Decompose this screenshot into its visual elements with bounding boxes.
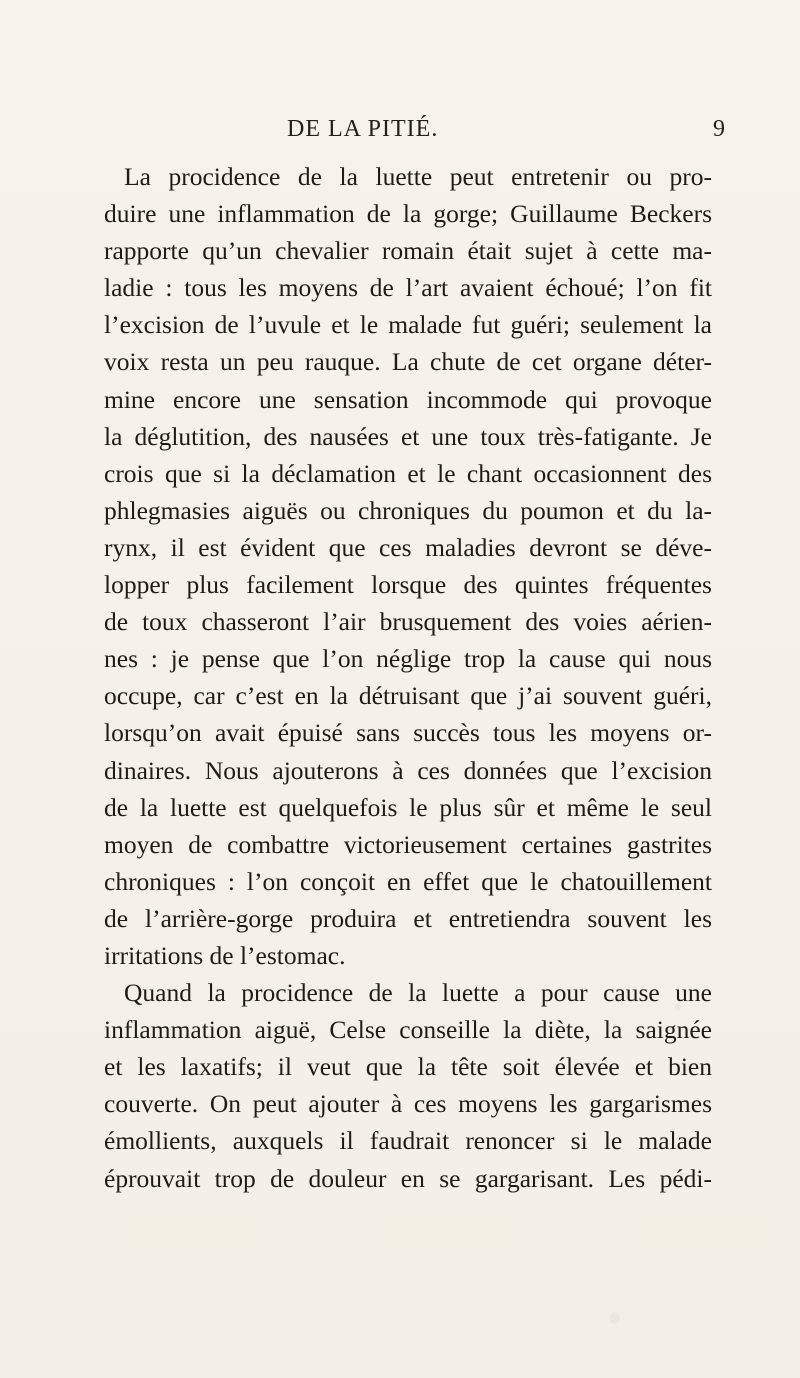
text-line: lopper plus facilement lorsque des quintes fréquentes <box>104 570 712 600</box>
text-line: la déglutition, des nausées et une toux très-fatigante. Je <box>104 421 712 451</box>
text-line: de l’arrière-gorge produira et entretiendra souvent les <box>104 903 712 933</box>
text-line: duire une inflammation de la gorge; Guillaume Beckers <box>104 199 712 229</box>
text-line: ladie : tous les moyens de l’art avaient échoué; l’on fit <box>104 273 712 303</box>
paragraph-1 <box>104 158 712 974</box>
text-line: crois que si la déclamation et le chant occasionnent des <box>104 458 712 488</box>
paper-spot <box>610 1312 620 1324</box>
text-line: Quand la procidence de la luette a pour cause une <box>124 978 712 1008</box>
text-line: couverte. On peut ajouter à ces moyens les gargarismes <box>104 1089 712 1119</box>
text-line: l’excision de l’uvule et le malade fut guéri; seulement la <box>104 310 712 340</box>
text-line: émollients, auxquels il faudrait renoncer si le malade <box>104 1126 712 1156</box>
text-line: occupe, car c’est en la détruisant que j’ai souvent guéri, <box>104 681 712 711</box>
text-line: mine encore une sensation incommode qui provoque <box>104 384 712 414</box>
text-line: voix resta un peu rauque. La chute de cet organe déter- <box>104 347 712 377</box>
text-line: chroniques : l’on conçoit en effet que le chatouillement <box>104 866 712 896</box>
paragraph-2 <box>104 974 712 1197</box>
text-line: dinaires. Nous ajouterons à ces données que l’excision <box>104 755 712 785</box>
text-line: rynx, il est évident que ces maladies devront se déve- <box>104 532 712 562</box>
text-line: irritations de l’estomac. <box>104 940 346 970</box>
text-line: La procidence de la luette peut entretenir ou pro- <box>124 162 712 191</box>
body-text <box>104 158 712 1197</box>
text-line: de toux chasseront l’air brusquement des voies aérien- <box>104 607 712 637</box>
text-line: phlegmasies aiguës ou chroniques du poumon et du la- <box>104 495 712 525</box>
running-title: DE LA PITIÉ. <box>287 116 439 142</box>
text-line: nes : je pense que l’on néglige trop la cause qui nous <box>104 644 712 674</box>
text-line: moyen de combattre victorieusement certaines gastrites <box>104 829 712 859</box>
text-line: et les laxatifs; il veut que la tête soit élevée et bien <box>104 1052 712 1082</box>
text-line: rapporte qu’un chevalier romain était sujet à cette ma- <box>104 236 712 266</box>
text-line: lorsqu’on avait épuisé sans succès tous les moyens or- <box>104 718 712 748</box>
running-header <box>0 116 800 152</box>
text-line: inflammation aiguë, Celse conseille la diète, la saignée <box>104 1015 712 1045</box>
page-number: 9 <box>713 116 725 142</box>
text-line: de la luette est quelquefois le plus sûr et même le seul <box>104 792 712 822</box>
text-line: éprouvait trop de douleur en se gargarisant. Les pédi- <box>104 1163 712 1193</box>
